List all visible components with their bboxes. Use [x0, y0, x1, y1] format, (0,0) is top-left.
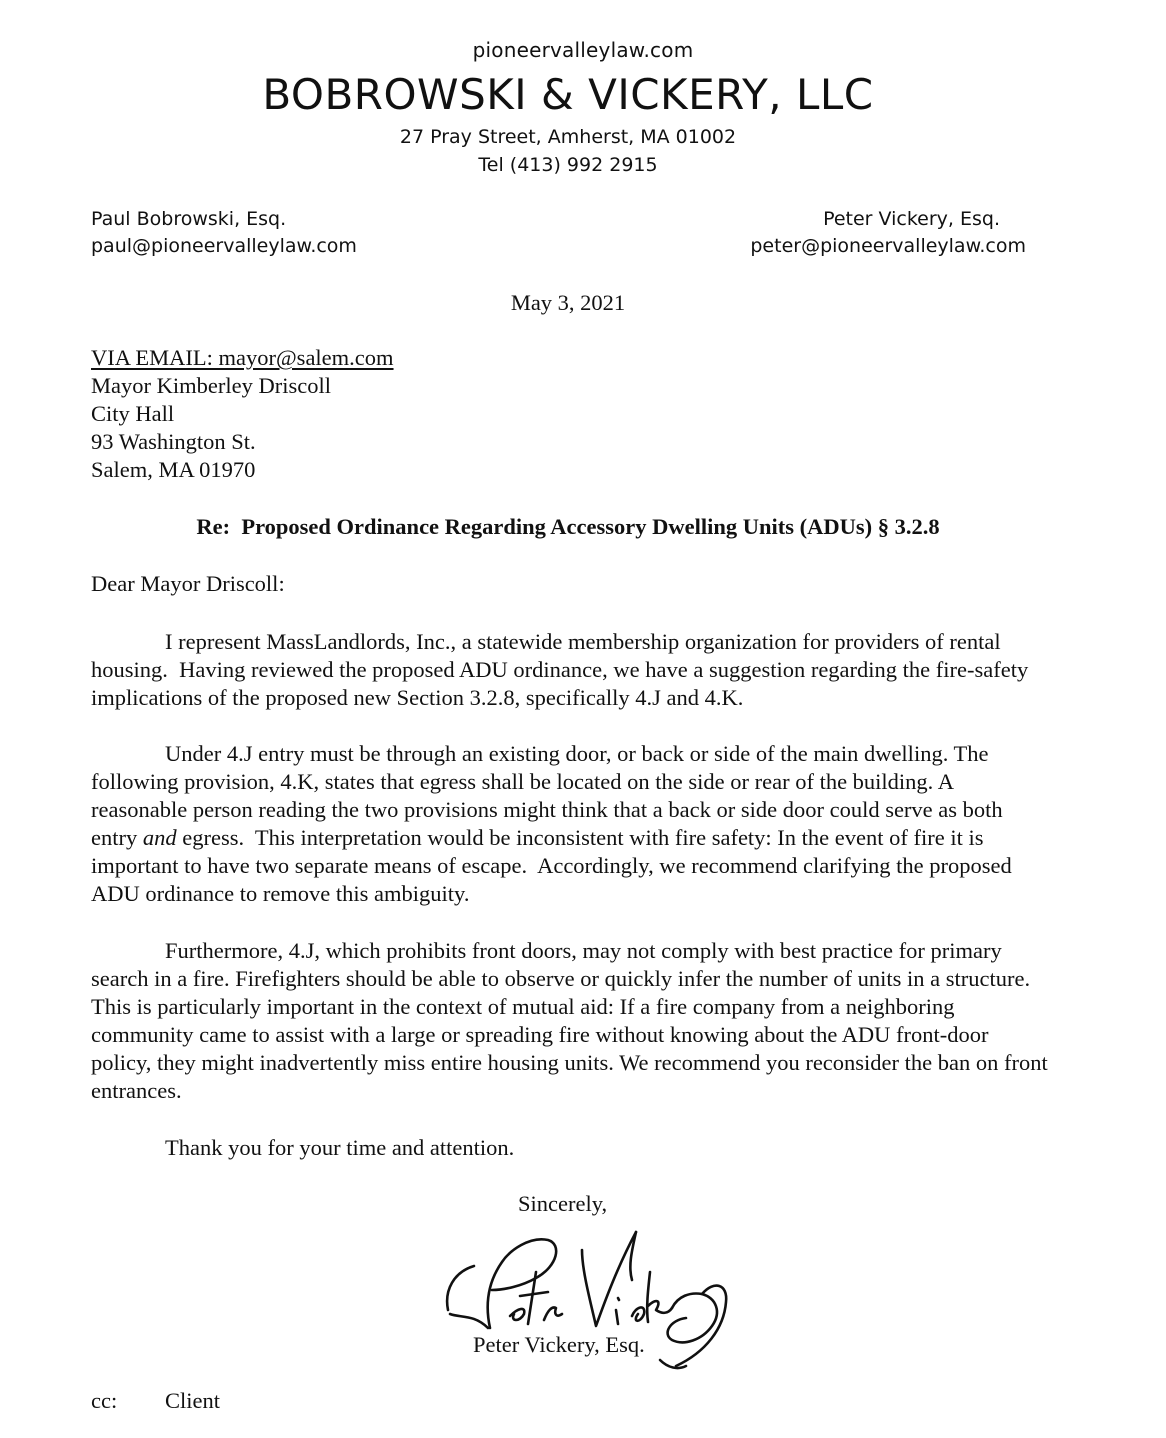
body-paragraph-2 — [91, 740, 1051, 908]
firm-website: pioneervalleylaw.com — [472, 38, 694, 62]
recipient-name: Mayor Kimberley Driscoll — [91, 373, 331, 398]
letter-date: May 3, 2021 — [510, 290, 626, 315]
cc-label: cc: — [91, 1388, 118, 1413]
thanks-line: Thank you for your time and attention. — [165, 1135, 515, 1160]
salutation: Dear Mayor Driscoll: — [91, 571, 285, 596]
cc-value: Client — [165, 1388, 220, 1413]
attorney-left-name: Paul Bobrowski, Esq. — [91, 208, 287, 230]
paragraph-2-part-2: egress. This interpretation would be inconsistent with fire safety: In the event of fire it is important to have two separate means of escape. Accordingly, we recommend clarifying the proposed ADU ordinance to remove this ambiguity. — [91, 825, 1017, 906]
body-paragraph-3: Furthermore, 4.J, which prohibits front doors, may not comply with best practice for primary search in a fire. Firefighters should be able to observe or quickly infer the number of units in a structure. This is particularly important in the context of mutual aid: If a fire company from a neighboring community came to assist with a large or spreading fire without knowing about the ADU front-door policy, they might inadvertently miss entire housing units. We recommend you reconsider the ban on front entrances. — [91, 938, 1054, 1103]
body-paragraph-1: I represent MassLandlords, Inc., a statewide membership organization for providers of rental housing. Having reviewed the proposed ADU ordinance, we have a suggestion regarding the fire-safety implications of the proposed new Section 3.2.8, specifically 4.J and 4.K. — [91, 629, 1034, 710]
attorney-right-name: Peter Vickery, Esq. — [823, 208, 1000, 230]
paragraph-2-part-1: Under 4.J entry must be through an existing door, or back or side of the main dwelling. The following provision, 4.K, states that egress shall be located on the side or rear of the building. A reasonable person reading the two provisions might think that a back or side door could serve as both entry — [91, 741, 1009, 850]
recipient-city: Salem, MA 01970 — [91, 457, 256, 482]
signer-name: Peter Vickery, Esq. — [473, 1332, 645, 1357]
attorney-right-email: peter@pioneervalleylaw.com — [750, 235, 1026, 257]
recipient-office: City Hall — [91, 401, 175, 426]
firm-phone: Tel (413) 992 2915 — [478, 154, 658, 176]
subject-line: Re: Proposed Ordinance Regarding Accessory Dwelling Units (ADUs) § 3.2.8 — [196, 514, 940, 539]
recipient-block — [91, 344, 394, 484]
paragraph-2-emphasis: and — [142, 825, 177, 850]
attorney-left-email: paul@pioneervalleylaw.com — [91, 235, 357, 257]
firm-name: BOBROWSKI & VICKERY, LLC — [262, 70, 874, 119]
recipient-via-email: VIA EMAIL: mayor@salem.com — [91, 345, 394, 370]
recipient-street: 93 Washington St. — [91, 429, 256, 454]
closing: Sincerely, — [518, 1191, 608, 1216]
firm-address: 27 Pray Street, Amherst, MA 01002 — [399, 126, 737, 148]
